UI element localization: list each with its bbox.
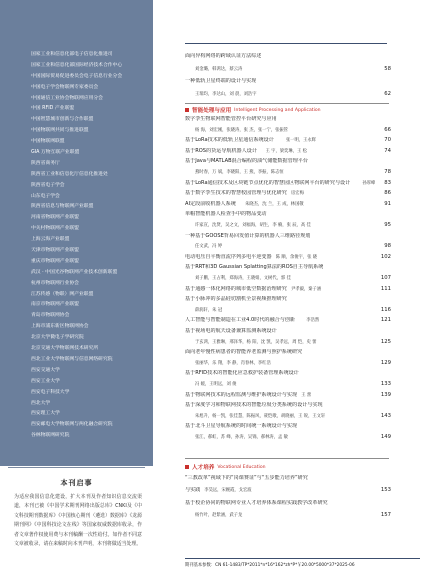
article-line (185, 423, 391, 431)
article-authors: 刘子鹏，王占利，郑海涛，王晓娟，文树代，郭 佳 (195, 276, 291, 281)
article-title: 面向异构网络的跨域认证方法综述 (185, 53, 262, 59)
article-line (185, 53, 391, 61)
table-of-contents (185, 0, 420, 579)
article-authors: 尹孝毅，秦子涵 (291, 286, 322, 292)
organization-item: 陕西省商务厅 (31, 160, 60, 166)
organization-item: 西北工业大学物联网与信息网络研究院 (31, 356, 113, 362)
article-entry[interactable] (185, 317, 391, 325)
section-header-intelligent-processing (185, 106, 395, 114)
article-line (185, 487, 391, 495)
organization-item: 中关村物联网产业联盟 (31, 226, 79, 232)
article-line (185, 339, 391, 347)
article-line (185, 370, 391, 378)
article-entry[interactable] (185, 413, 391, 421)
article-page-number: 62 (384, 90, 391, 97)
article-entry[interactable] (185, 243, 391, 251)
article-entry[interactable] (185, 148, 391, 156)
article-page-number: 125 (380, 338, 391, 345)
section-divider (185, 458, 389, 459)
article-page-number: 83 (384, 179, 391, 186)
article-line (185, 512, 391, 520)
section-marker-icon (185, 465, 189, 469)
article-authors: 燕时春，万 斌，李晓阳，王 燕，李振，陈志恒 (195, 170, 284, 175)
article-page-number: 157 (380, 511, 391, 518)
article-entry[interactable] (185, 127, 391, 135)
article-title: 电动电压自平衡直流序列多电平逆变器 (185, 253, 272, 260)
article-title: 一种基于GOOSE背易回发值计算的机器人三维路径规划 (185, 232, 311, 239)
notice-divider (8, 467, 145, 468)
article-title: 一种低轨卫星终端的设计与实现 (185, 78, 257, 84)
article-authors: 薛润轩，朱 冠 (195, 307, 223, 313)
article-line (185, 254, 391, 262)
article-entry[interactable] (185, 116, 391, 124)
article-line (185, 158, 391, 166)
article-page-number: 74 (384, 147, 391, 154)
article-authors: 于玄鸿，王雅琳，邢泽华，杨 阳，沈 凯，吴孝远，周 恺，史 蕾 (195, 339, 317, 345)
article-line (185, 233, 391, 241)
section-divider (185, 103, 389, 104)
article-line (185, 307, 391, 315)
section-title: 人才培养 (192, 465, 215, 471)
article-entry[interactable] (185, 190, 391, 198)
organization-item: 谷林物联网研究院 (31, 433, 70, 439)
section-header-vocational-education (185, 463, 395, 471)
article-page-number: 95 (384, 222, 391, 228)
article-page-number: 153 (380, 487, 391, 494)
organization-item: 河南省物联网产业联盟 (31, 215, 79, 221)
article-authors: 刘金璐，韩鸿达，蔡云涛 (195, 66, 243, 72)
article-line (185, 211, 391, 219)
article-entry[interactable] (185, 475, 391, 483)
article-line (185, 66, 391, 74)
article-entry[interactable] (185, 137, 391, 145)
article-entry[interactable] (185, 53, 391, 61)
article-entry[interactable] (185, 233, 391, 241)
organization-item: 西安邮电大学物联网与两化融合研究院 (31, 422, 113, 428)
article-title: 单帽智能机器人检查手中的物品变动 (185, 211, 267, 218)
section-title-en: Vocational Education (217, 464, 266, 470)
article-authors: 许家宣，沈贤，吴之文，刘福海，胡生，李 楠，张 辰，高 佳 (195, 223, 311, 228)
article-entry[interactable] (185, 487, 391, 495)
article-entry[interactable] (185, 264, 391, 272)
article-title: 基于校企协同的物联网专业人才培养体系课程实践教学改革研究 (185, 499, 328, 506)
article-page-number: 58 (384, 65, 391, 72)
article-title: 基于RRT和3D Gaussian Splatting算法的ROS自主导航系统 (185, 264, 324, 271)
article-entry[interactable] (185, 222, 391, 230)
section-title: 智能处理与应用 (192, 108, 232, 114)
organization-item: 青岛市物联网协会 (31, 313, 70, 319)
organization-item: 国家工业和信息化部国际经济技术合作中心 (31, 62, 123, 68)
article-title: 基于LoRa通信技术及区块链节点优化的智慧园区物联网平台的研究与设计 (185, 179, 351, 186)
article-line (185, 296, 391, 304)
article-entry[interactable] (185, 512, 391, 520)
organization-item: 天津市物联网产业联盟 (31, 248, 79, 254)
article-page-number: 111 (380, 285, 391, 292)
article-title: AI定段前收机器人系统 (185, 200, 236, 207)
article-line (185, 264, 391, 272)
article-line (185, 392, 391, 400)
organization-item: 江苏传感（物联）网产业联盟 (31, 291, 94, 297)
organization-item: 中国智慧城市创新与合作联盟 (31, 117, 94, 123)
article-page-number: 102 (380, 253, 391, 260)
article-title: 基于深度学习和物联网技术的智能垃圾分类系统的设计与实现 (185, 402, 323, 409)
article-entry[interactable] (185, 169, 391, 177)
article-entry[interactable] (185, 381, 391, 389)
sidebar-organizations (0, 0, 153, 466)
section-marker-icon (185, 108, 189, 112)
organization-item: 陕西省电子学会 (31, 182, 65, 188)
article-entry[interactable] (185, 91, 391, 99)
organization-item: 重庆市物联网产业联盟 (31, 258, 79, 264)
organization-item: 武汉 · 中国光谷物联网产业技术创新联盟 (31, 269, 118, 275)
article-line (185, 127, 391, 135)
article-entry[interactable] (185, 392, 391, 400)
article-line (185, 328, 391, 336)
article-authors: 孙厚峰 (362, 180, 375, 186)
organization-item: 中国通信工业协会物联网应用分会 (31, 95, 103, 101)
article-authors: 王 宇，梁奕琳，王 松 (265, 148, 307, 154)
notice-box (0, 466, 153, 579)
article-page-number: 91 (384, 200, 391, 207)
section-title-en: Intelligent Processing and Application (234, 107, 321, 113)
organization-item: 国家工业和信息化部电子信息化推进司 (31, 52, 113, 57)
article-page-number: 70 (384, 137, 391, 144)
article-page-number: 107 (380, 275, 391, 281)
notice-body: 为适应我国信息化建设，扩大本刊及作者知识信息交流渠道，本刊已被《中国学术期刊网络出版总库》CNKI及《中文科技期刊数据库》《中国核心期刊（遴选）数据库》《龙源期刊网》《中国科技论文在线》等国家权威数据库收录，作者文章著作权使用费与本刊稿酬一次性给付。如作者不同意文章被收录，请在来稿时向本刊声明，本刊将做适当处理。 (14, 494, 142, 548)
article-line (185, 434, 391, 442)
article-entry[interactable] (185, 339, 391, 347)
article-line (185, 286, 391, 294)
article-entry[interactable] (185, 349, 391, 357)
organization-item: GIA 万物互联产业联盟 (31, 150, 80, 156)
article-title: 面向老年慢性病患者的智能养老监测与照护系统研究 (185, 349, 303, 356)
article-title: 基于RFID技术的智能化应急救护装备管理系统设计 (185, 370, 299, 377)
article-title: “三教改革”视域下的“岗课赛证”与“五步能力培养”研究 (185, 475, 308, 481)
article-entry[interactable] (185, 286, 391, 294)
article-entry[interactable] (185, 370, 391, 378)
article-entry[interactable] (185, 434, 391, 442)
organization-item: 陕西省信息与物联网产业联盟 (31, 204, 94, 210)
article-entry[interactable] (185, 201, 391, 209)
article-line (185, 413, 391, 421)
organization-list (31, 50, 149, 442)
organization-item: 中国物联网联盟 (31, 139, 65, 145)
article-line (185, 180, 391, 188)
article-line (185, 148, 391, 156)
article-title: 基于小脉冲的多晶硅切割机全景视频推理研究 (185, 296, 287, 303)
article-entry[interactable] (185, 211, 391, 219)
article-authors: 朱晓杰，沈 兰，王 成，林国敬 (245, 201, 304, 207)
article-entry[interactable] (185, 328, 391, 336)
article-page-number: 133 (380, 381, 391, 387)
article-page-number: 149 (380, 434, 391, 440)
article-entry[interactable] (185, 254, 391, 262)
article-title: 基于ROS的货运导航机器人设计 (185, 147, 257, 154)
article-title: 基于Java与MATLAB混合编程的油气储能数据管理平台 (185, 158, 308, 165)
article-entry[interactable] (185, 360, 391, 368)
article-title: 数字孪生物联网智能管控平台研究与应用 (185, 116, 277, 122)
article-page-number: 129 (380, 359, 391, 366)
organization-item: 西安交通大学 (31, 367, 60, 373)
article-authors: 张一明，王永辉 (285, 138, 316, 144)
article-line (185, 116, 391, 124)
article-entry[interactable] (185, 158, 391, 166)
article-entry[interactable] (185, 66, 391, 74)
organization-item: 中国物联网共同与推进联盟 (31, 128, 89, 134)
article-title: 人工智能与智能制造在工业4.0时代的融合与创新 (185, 317, 295, 324)
article-line (185, 190, 391, 198)
organization-item: 北京大学微电子学研究院 (31, 335, 84, 341)
article-entry[interactable] (185, 402, 391, 410)
article-page-number: 98 (384, 243, 391, 250)
organization-item: 杭州市物联网行业协会 (31, 280, 79, 286)
article-entry[interactable] (185, 180, 391, 188)
article-line (185, 78, 391, 86)
article-title: 基于数字孪生技术的智慧校园管理与优化研究 (185, 190, 287, 197)
organization-item: 中国国际贸易促进委员会电子信息行业分会 (31, 73, 123, 79)
footer-divider (185, 558, 420, 559)
organization-item: 上海云海产业联盟 (31, 237, 70, 243)
article-authors: 朱旭升，杨一凯，张佳慧，陈振风，聂恺歌，胡晓丽，王 锐，王文轩 (195, 413, 326, 419)
article-line (185, 349, 391, 357)
article-page-number: 121 (380, 317, 391, 324)
article-line (185, 317, 391, 325)
article-line (185, 275, 391, 283)
organization-item: 中国 RFID 产业联盟 (31, 106, 75, 112)
article-authors: 杨竹叶，赵紫涵，武子龙 (195, 512, 243, 518)
article-line (185, 475, 391, 483)
article-line (185, 222, 391, 230)
article-entry[interactable] (185, 423, 391, 431)
article-authors: 张丽华，乐 翔，李 静，肖春林，李红浩 (195, 360, 271, 366)
article-authors: 任文武，冯 婷 (195, 244, 223, 250)
article-title: 基于LoRa技术的低轨卫星通信系统设计 (185, 137, 274, 144)
article-authors: 李昊远，宋婉霞，戈宏波 (204, 488, 252, 494)
organization-item: 西安工业大学 (31, 378, 60, 384)
article-title: 基于通感一体化网络的城市低空数据治理研究 (185, 285, 287, 292)
article-authors: 王瑞均，李达山，刘 晨，刘浩宇 (195, 91, 257, 97)
organization-item: 陕西省工业和信息化厅信息化推进处 (31, 171, 108, 177)
organization-item: 北京交通大学物联网技术研究所 (31, 346, 99, 352)
top-divider (185, 43, 387, 44)
article-line (185, 91, 391, 99)
article-line (185, 402, 391, 410)
organization-item: 西安理工大学 (31, 411, 60, 417)
article-authors: 冯 媛，王明远，刘 俊 (195, 382, 237, 387)
article-line (185, 500, 391, 508)
article-entry[interactable] (185, 296, 391, 304)
article-entry[interactable] (185, 500, 391, 508)
article-line (185, 137, 391, 145)
article-title: 基于视场电的航天设备兼算监测系统设计 (185, 328, 277, 334)
article-authors: 李浩然 (306, 318, 320, 324)
article-entry[interactable] (185, 307, 391, 315)
article-page-number: 66 (384, 126, 391, 133)
article-line (185, 169, 391, 177)
article-authors: 房宏梅 (291, 191, 304, 197)
article-line (185, 201, 391, 209)
article-page-number: 116 (380, 306, 391, 313)
article-page-number: 86 (384, 190, 391, 197)
organization-item: 西北大学 (31, 400, 51, 406)
article-title: 基于物联网技术的远程监测与维护系统设计与实现 (185, 391, 298, 398)
organization-item: 中国电子学会物联网专家委员会 (31, 84, 99, 90)
article-entry[interactable] (185, 78, 391, 86)
article-line (185, 381, 391, 389)
article-entry[interactable] (185, 275, 391, 283)
organization-item: 西安电子科技大学 (31, 389, 70, 395)
article-authors: 杨 海，刘宏刚，张晓涛，张 杰，张一宁，张振管 (195, 127, 288, 133)
article-page-number: 143 (380, 412, 391, 419)
article-page-number: 78 (384, 169, 391, 175)
article-title: 基于北斗卫星导航系统的时间统一系统设计与实现 (185, 423, 298, 430)
organization-item: 南京市物联网产业联盟 (31, 302, 79, 308)
article-title: 与实践 (185, 487, 201, 494)
notice-title: 本刊启事 (60, 479, 93, 487)
article-page-number: 139 (380, 391, 391, 398)
article-authors: 陈 顺，余俊宇，张 晓 (275, 254, 318, 260)
article-authors: 王 蕾 (301, 392, 312, 398)
organization-item: 上海市浦东新区物联网协会 (31, 324, 89, 330)
article-authors: 张江，郝虹，苏 峰，孙涛，吴锦，郝林涛，孟 敏 (195, 435, 288, 440)
article-line (185, 243, 391, 251)
article-line (185, 360, 391, 368)
journal-parameters: 期刊基本参数：CN 61-1483/TP*2011*n*16*162*zh*P*￥20.00*5000*37*2025-06 (185, 563, 355, 568)
organization-item: 山东电子学会 (31, 193, 60, 199)
